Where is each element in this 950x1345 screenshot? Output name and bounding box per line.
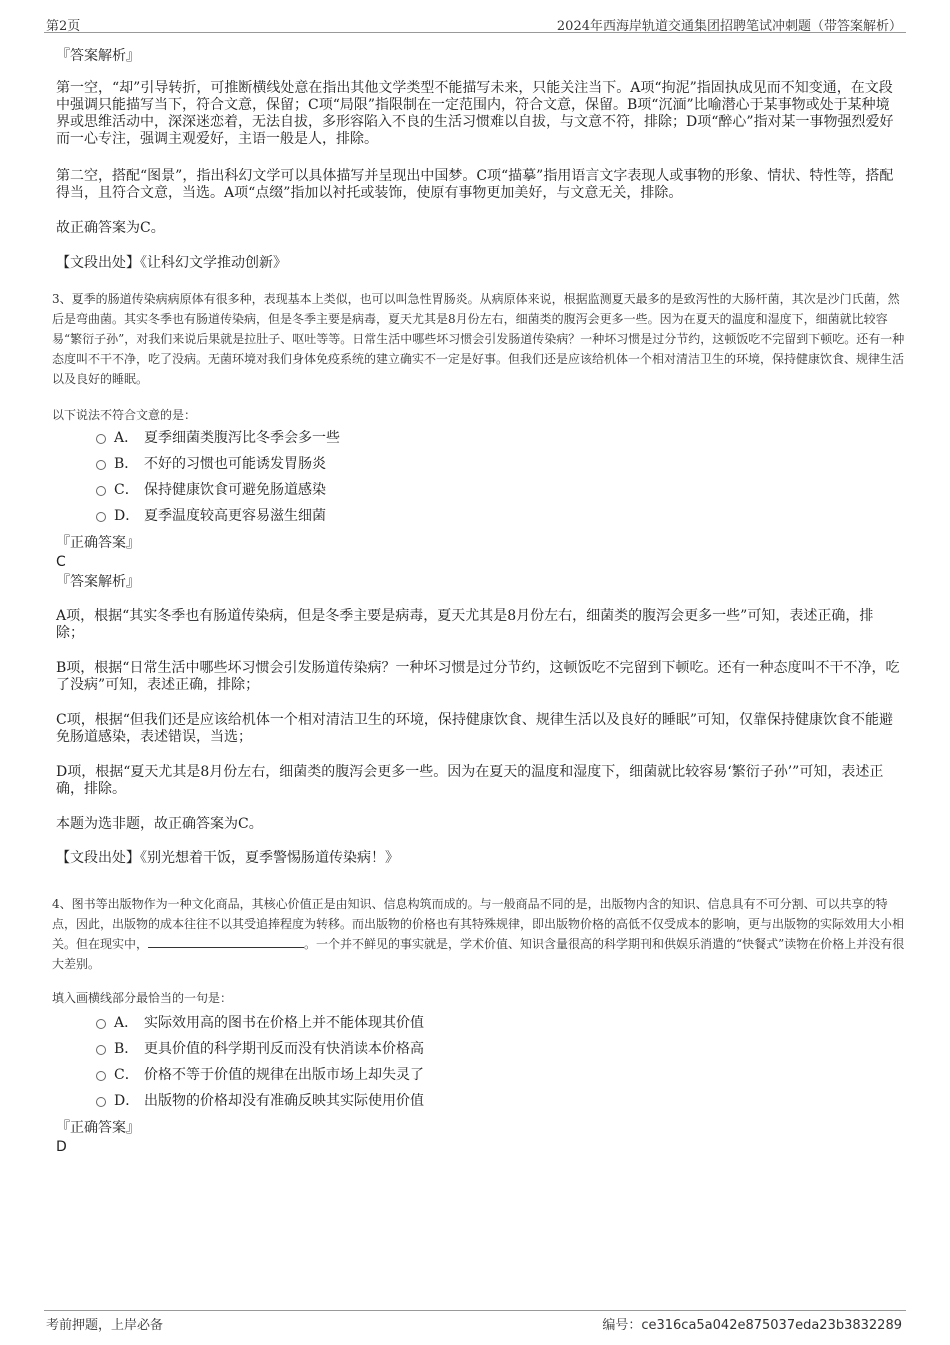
q3-conclusion: 本题为选非题，故正确答案为C。 [56,816,263,832]
serial-code: ce316ca5a042e875037eda23b3832289 [641,1318,902,1333]
option-letter: B． [114,456,139,472]
q2-source-title: 《让科幻文学推动创新》 [140,255,287,271]
fill-in-blank [148,935,304,948]
option-text: 价格不等于价值的规律在出版市场上却失灵了 [144,1067,424,1083]
radio-button[interactable] [96,1045,106,1055]
q4-option-b[interactable] [56,1036,900,1062]
option-text: 实际效用高的图书在价格上并不能体现其价值 [144,1015,424,1031]
radio-button[interactable] [96,1071,106,1081]
option-letter: C． [114,482,139,498]
q4-passage-after: 。一个并不鲜见的事实就是，学术价值、知识含量很高的科学期刊和供娱乐消遣的“快餐式”读物在价格上并没有很大差别。 [52,937,905,971]
q3-analysis-label: 『答案解析』 [56,574,140,590]
radio-button[interactable] [96,1019,106,1029]
q4-options [56,1010,900,1114]
option-text: 更具价值的科学期刊反而没有快消读本价格高 [144,1041,424,1057]
q2-source [56,255,287,272]
q3-option-a[interactable] [56,425,900,451]
q4-answer-label: 『正确答案』 [56,1120,140,1136]
q3-prompt: 以下说法不符合文意的是： [52,408,197,422]
q3-analysis-c: C项，根据“但我们还是应该给机体一个相对清洁卫生的环境，保持健康饮食、规律生活以及良好的睡眠”可知，仅靠保持健康饮食不能避免肠道感染，表述错误，当选； [56,712,894,745]
q2-analysis-label: 『答案解析』 [56,48,140,64]
q3-option-c[interactable] [56,477,900,503]
q3-analysis-d: D项，根据“夏天尤其是8月份左右，细菌类的腹泻会更多一些。因为在夏天的温度和湿度下，细菌就比较容易‘繁衍子孙’”可知，表述正确，排除。 [56,764,884,797]
option-text: 不好的习惯也可能诱发胃肠炎 [144,456,326,472]
radio-button[interactable] [96,512,106,522]
q4-prompt: 填入画横线部分最恰当的一句是： [52,991,233,1005]
q4-passage-before: 4、图书等出版物作为一种文化商品，其核心价值正是由知识、信息构筑而成的。与一般商品不同的是，出版物内含的知识、信息具有不可分割、可以共享的特点，因此，出版物的成本往往不以其受追捧程度为转移。而出版物的价格也有其特殊规律，即出版物价格的高低不仅受成本的影响，更与出版物的实际效用大小相关。但在现实中， [52,897,905,951]
q3-source-title: 《别光想着干饭，夏季警惕肠道传染病！》 [140,850,399,866]
option-text: 夏季温度较高更容易滋生细菌 [144,508,326,524]
q3-source [56,850,399,867]
q3-option-d[interactable] [56,503,900,529]
radio-button[interactable] [96,1097,106,1107]
q2-analysis-paragraph-2: 第二空，搭配“图景”，指出科幻文学可以具体描写并呈现出中国梦。C项“描摹”指用语言文字表现人或事物的形象、情状、特性等，搭配得当，且符合文意，当选。A项“点缀”指加以衬托或装饰，使原有事物更加美好，与文意无关，排除。 [56,168,894,201]
q3-source-label: 【文段出处】 [56,850,140,866]
footer-slogan: 考前押题，上岸必备 [46,1318,164,1333]
option-letter: D． [114,1093,140,1109]
q4-answer: D [56,1139,67,1155]
q4-passage [52,894,906,974]
option-text: 保持健康饮食可避免肠道感染 [144,482,326,498]
footer-serial [602,1314,902,1333]
radio-button[interactable] [96,486,106,496]
q2-conclusion: 故正确答案为C。 [56,220,165,236]
q4-option-c[interactable] [56,1062,900,1088]
q3-analysis-b: B项，根据“日常生活中哪些坏习惯会引发肠道传染病？一种坏习惯是过分节约，这顿饭吃不完留到下顿吃。还有一种态度叫不干不净，吃了没病”可知，表述正确，排除； [56,660,900,693]
document-title: 2024年西海岸轨道交通集团招聘笔试冲刺题（带答案解析） [556,19,902,34]
q4-option-a[interactable] [56,1010,900,1036]
page-number: 第2页 [46,19,81,34]
q3-answer-label: 『正确答案』 [56,535,140,551]
serial-label: 编号： [602,1318,642,1333]
q2-analysis-paragraph-1: 第一空，“却”引导转折，可推断横线处意在指出其他文学类型不能描写未来，只能关注当下。A项“拘泥”指固执成见而不知变通，在文段中强调只能描写当下，符合文意，保留；C项“局限”指限制在一定范围内，符合文意，保留。B项“沉湎”比喻潜心于某事物或处于某种境界或思维活动中，深深迷恋着，无法自拔，多形容陷入不良的生活习惯难以自拔，与文意不符，排除；D项“醉心”指对某一事物强烈爱好而一心专注，强调主观爱好，主语一般是人，排除。 [56,80,894,147]
option-letter: C． [114,1067,139,1083]
radio-button[interactable] [96,460,106,470]
q4-option-d[interactable] [56,1088,900,1114]
q3-option-b[interactable] [56,451,900,477]
option-letter: D． [114,508,140,524]
option-letter: A． [114,1015,139,1031]
footer-divider [44,1310,906,1311]
page-header [44,12,906,33]
option-text: 出版物的价格却没有准确反映其实际使用价值 [144,1093,424,1109]
q3-answer: C [56,554,66,570]
option-letter: A． [114,430,139,446]
radio-button[interactable] [96,434,106,444]
q2-source-label: 【文段出处】 [56,255,140,271]
option-text: 夏季细菌类腹泻比冬季会多一些 [144,430,340,446]
option-letter: B． [114,1041,139,1057]
q3-analysis-a: A项，根据“其实冬季也有肠道传染病，但是冬季主要是病毒，夏天尤其是8月份左右，细菌类的腹泻会更多一些”可知，表述正确，排除； [56,608,874,641]
q3-options [56,425,900,529]
q3-passage: 3、夏季的肠道传染病病原体有很多种，表现基本上类似，也可以叫急性胃肠炎。从病原体来说，根据监测夏天最多的是致泻性的大肠杆菌，其次是沙门氏菌，然后是弯曲菌。其实冬季也有肠道传染病，但是冬季主要是病毒，夏天尤其是8月份左右，细菌类的腹泻会更多一些。因为在夏天的温度和湿度下，细菌就比较容易“繁衍子孙”，对我们来说后果就是拉肚子、呕吐等等。日常生活中哪些坏习惯会引发肠道传染病？一种坏习惯是过分节约，这顿饭吃不完留到下顿吃。还有一种态度叫不干不净，吃了没病。无菌环境对我们身体免疫系统的建立确实不一定是好事。但我们还是应该给机体一个相对清洁卫生的环境，保持健康饮食、规律生活以及良好的睡眠。 [52,292,905,386]
